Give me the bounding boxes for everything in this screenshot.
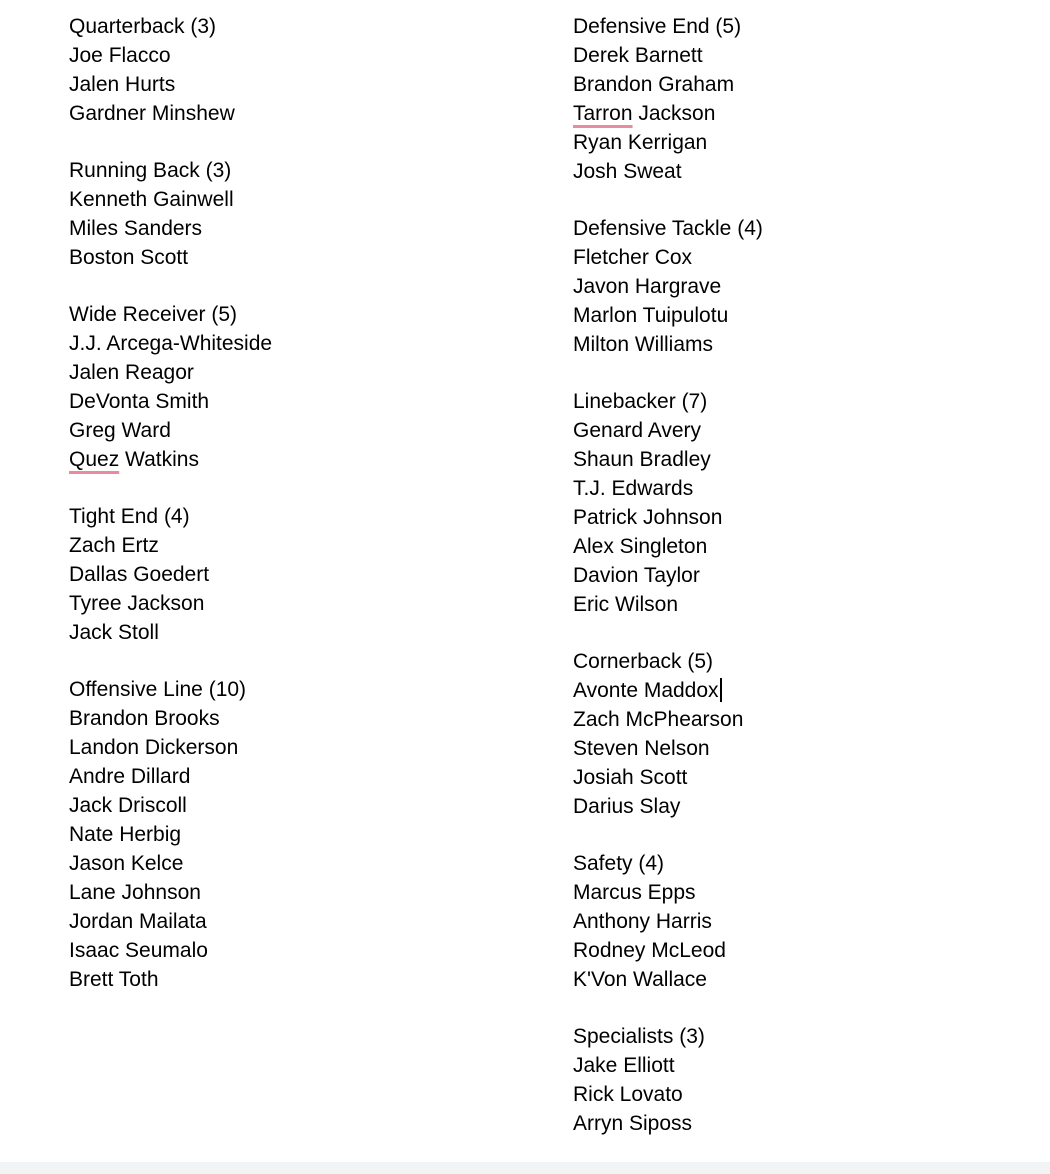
player-name: Marlon Tuipulotu — [573, 304, 729, 327]
player-name: Steven Nelson — [573, 737, 710, 760]
position-group-tight-end — [69, 502, 529, 647]
player-name: Jason Kelce — [69, 852, 184, 875]
player-name: Arryn Siposs — [573, 1112, 693, 1135]
spellcheck-flagged-word[interactable]: Quez — [69, 448, 120, 471]
player-name: Nate Herbig — [69, 823, 182, 846]
position-group-wide-receiver — [69, 300, 529, 474]
player-name: Jalen Hurts — [69, 73, 176, 96]
position-heading: Defensive Tackle (4) — [573, 217, 763, 240]
player-name: Miles Sanders — [69, 217, 203, 240]
player-name: DeVonta Smith — [69, 390, 210, 413]
position-group-linebacker — [573, 387, 1013, 619]
position-group-running-back — [69, 156, 529, 272]
position-heading: Safety (4) — [573, 852, 665, 875]
player-name: Darius Slay — [573, 795, 681, 818]
left-column — [69, 12, 529, 1022]
player-name: Andre Dillard — [69, 765, 191, 788]
player-name: Javon Hargrave — [573, 275, 722, 298]
player-name: Rick Lovato — [573, 1083, 683, 1106]
player-name: Ryan Kerrigan — [573, 131, 708, 154]
player-name: Quez Watkins — [69, 448, 199, 471]
right-column — [573, 12, 1013, 1166]
player-name: Jack Driscoll — [69, 794, 187, 817]
position-heading: Wide Receiver (5) — [69, 303, 238, 326]
player-name: Fletcher Cox — [573, 246, 693, 269]
player-name: Greg Ward — [69, 419, 171, 442]
text-cursor — [720, 678, 722, 702]
player-name: Tarron Jackson — [573, 102, 716, 125]
player-name: Boston Scott — [69, 246, 189, 269]
position-heading: Specialists (3) — [573, 1025, 705, 1048]
player-name: Landon Dickerson — [69, 736, 239, 759]
position-heading: Defensive End (5) — [573, 15, 742, 38]
position-group-offensive-line — [69, 675, 529, 994]
player-name: Josh Sweat — [573, 160, 682, 183]
bottom-scroll-area — [0, 1162, 1050, 1174]
player-name: Derek Barnett — [573, 44, 703, 67]
player-name: Milton Williams — [573, 333, 714, 356]
player-name: Dallas Goedert — [69, 563, 210, 586]
spellcheck-flagged-word[interactable]: Tarron — [573, 102, 633, 125]
player-name: Davion Taylor — [573, 564, 700, 587]
player-name: Tyree Jackson — [69, 592, 205, 615]
position-heading: Quarterback (3) — [69, 15, 217, 38]
position-group-safety — [573, 849, 1013, 994]
player-name: Genard Avery — [573, 419, 702, 442]
player-name: Brett Toth — [69, 968, 159, 991]
player-name: Lane Johnson — [69, 881, 201, 904]
player-name: Marcus Epps — [573, 881, 696, 904]
player-name: Jalen Reagor — [69, 361, 194, 384]
player-name: Anthony Harris — [573, 910, 712, 933]
player-name: Alex Singleton — [573, 535, 708, 558]
position-group-cornerback — [573, 647, 1013, 821]
player-name: Patrick Johnson — [573, 506, 723, 529]
player-name: Jack Stoll — [69, 621, 159, 644]
player-name: Jake Elliott — [573, 1054, 675, 1077]
position-group-defensive-tackle — [573, 214, 1013, 359]
position-group-specialists — [573, 1022, 1013, 1138]
player-name: Brandon Brooks — [69, 707, 220, 730]
position-group-quarterback — [69, 12, 529, 128]
position-group-defensive-end — [573, 12, 1013, 186]
player-name: Brandon Graham — [573, 73, 735, 96]
player-name: Eric Wilson — [573, 593, 679, 616]
player-name: Shaun Bradley — [573, 448, 711, 471]
position-heading: Offensive Line (10) — [69, 678, 247, 701]
position-heading: Cornerback (5) — [573, 650, 714, 673]
player-name: Jordan Mailata — [69, 910, 207, 933]
player-name: J.J. Arcega-Whiteside — [69, 332, 273, 355]
player-name: Joe Flacco — [69, 44, 171, 67]
position-heading: Running Back (3) — [69, 159, 232, 182]
player-name: Josiah Scott — [573, 766, 688, 789]
player-name: Avonte Maddox — [573, 676, 1013, 705]
player-name: K'Von Wallace — [573, 968, 707, 991]
position-heading: Tight End (4) — [69, 505, 190, 528]
player-name: Zach McPhearson — [573, 708, 744, 731]
player-name: Zach Ertz — [69, 534, 159, 557]
player-name: Isaac Seumalo — [69, 939, 208, 962]
position-heading: Linebacker (7) — [573, 390, 708, 413]
player-name: Rodney McLeod — [573, 939, 726, 962]
player-name: T.J. Edwards — [573, 477, 694, 500]
player-name: Kenneth Gainwell — [69, 188, 234, 211]
player-name: Gardner Minshew — [69, 102, 235, 125]
